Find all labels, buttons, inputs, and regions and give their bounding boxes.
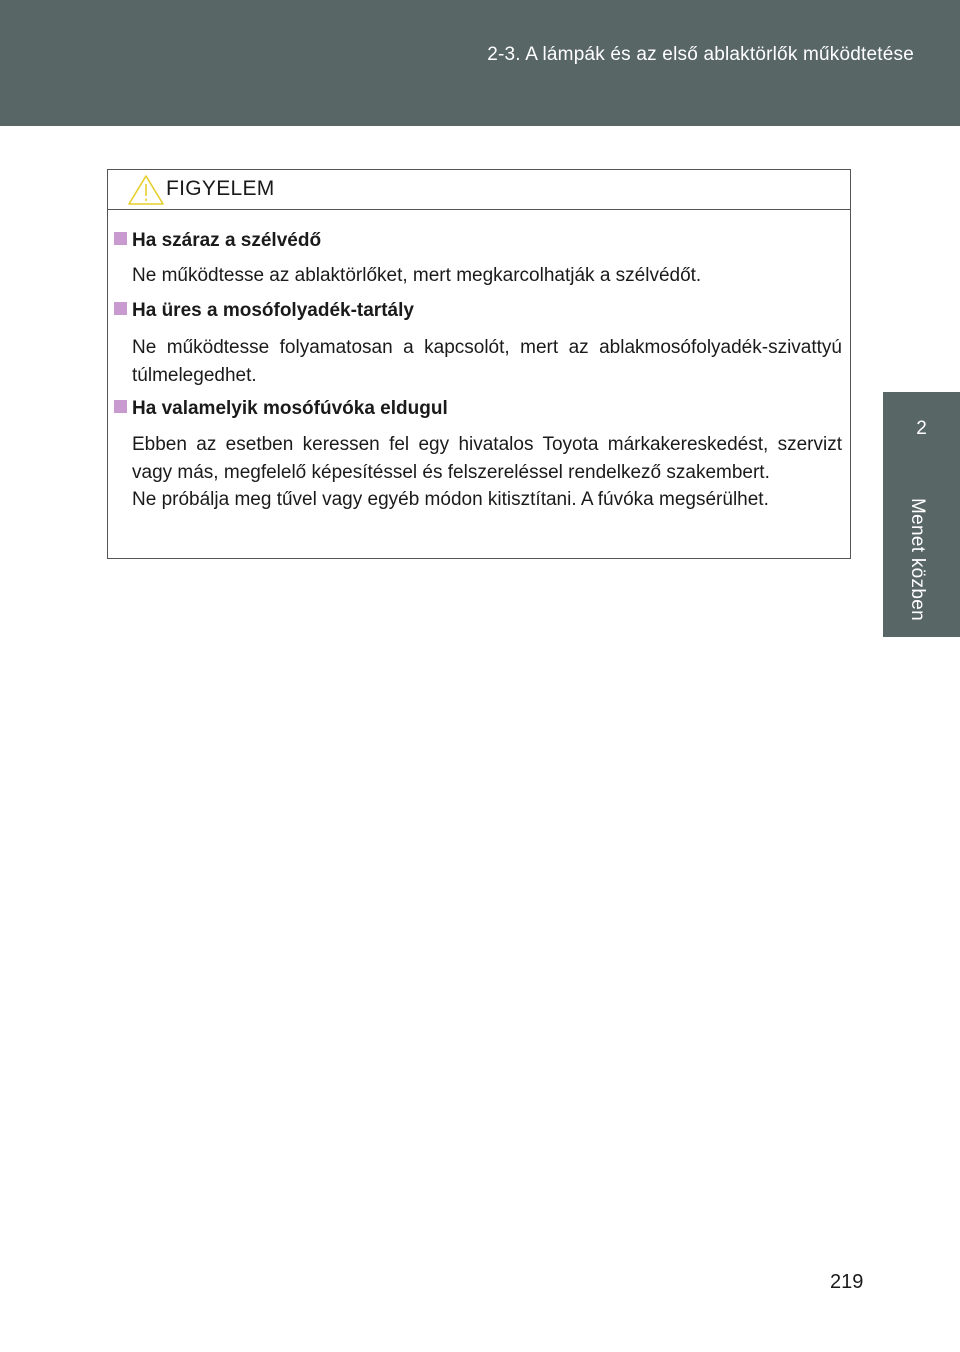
square-bullet-icon: [114, 302, 127, 315]
item-heading: Ha valamelyik mosófúvóka eldugul: [114, 398, 448, 420]
item-heading: Ha száraz a szélvédő: [114, 230, 321, 252]
square-bullet-icon: [114, 232, 127, 245]
page-number: 219: [830, 1271, 864, 1293]
chapter-number: 2: [916, 418, 927, 439]
chapter-label: Menet közben: [907, 498, 928, 621]
square-bullet-icon: [114, 400, 127, 413]
warning-title: FIGYELEM: [166, 177, 275, 200]
warning-triangle-icon: [127, 174, 165, 206]
item-text: Ne működtesse az ablaktörlőket, mert megkarcolhatják a szélvédőt.: [132, 265, 702, 286]
item-text: Ebben az esetben keressen fel egy hivatalos Toyota márkakereskedést, szervizt vagy más, megfelelő képesítéssel és felszereléssel rendelkező szakembert. Ne próbálja meg tűvel vagy egyéb módon kitisztítani. A fúvóka megsérülhet.: [132, 434, 842, 510]
section-title: 2-3. A lámpák és az első ablaktörlők működtetése: [487, 44, 914, 65]
warning-header: [108, 170, 850, 210]
warning-box: [107, 169, 851, 559]
item-heading: Ha üres a mosófolyadék-tartály: [114, 300, 414, 322]
page-header: [0, 0, 960, 126]
chapter-tab: [883, 392, 960, 637]
item-text: Ne működtesse folyamatosan a kapcsolót, mert az ablakmosófolyadék-szivattyú túlmelegedhet.: [132, 337, 842, 386]
